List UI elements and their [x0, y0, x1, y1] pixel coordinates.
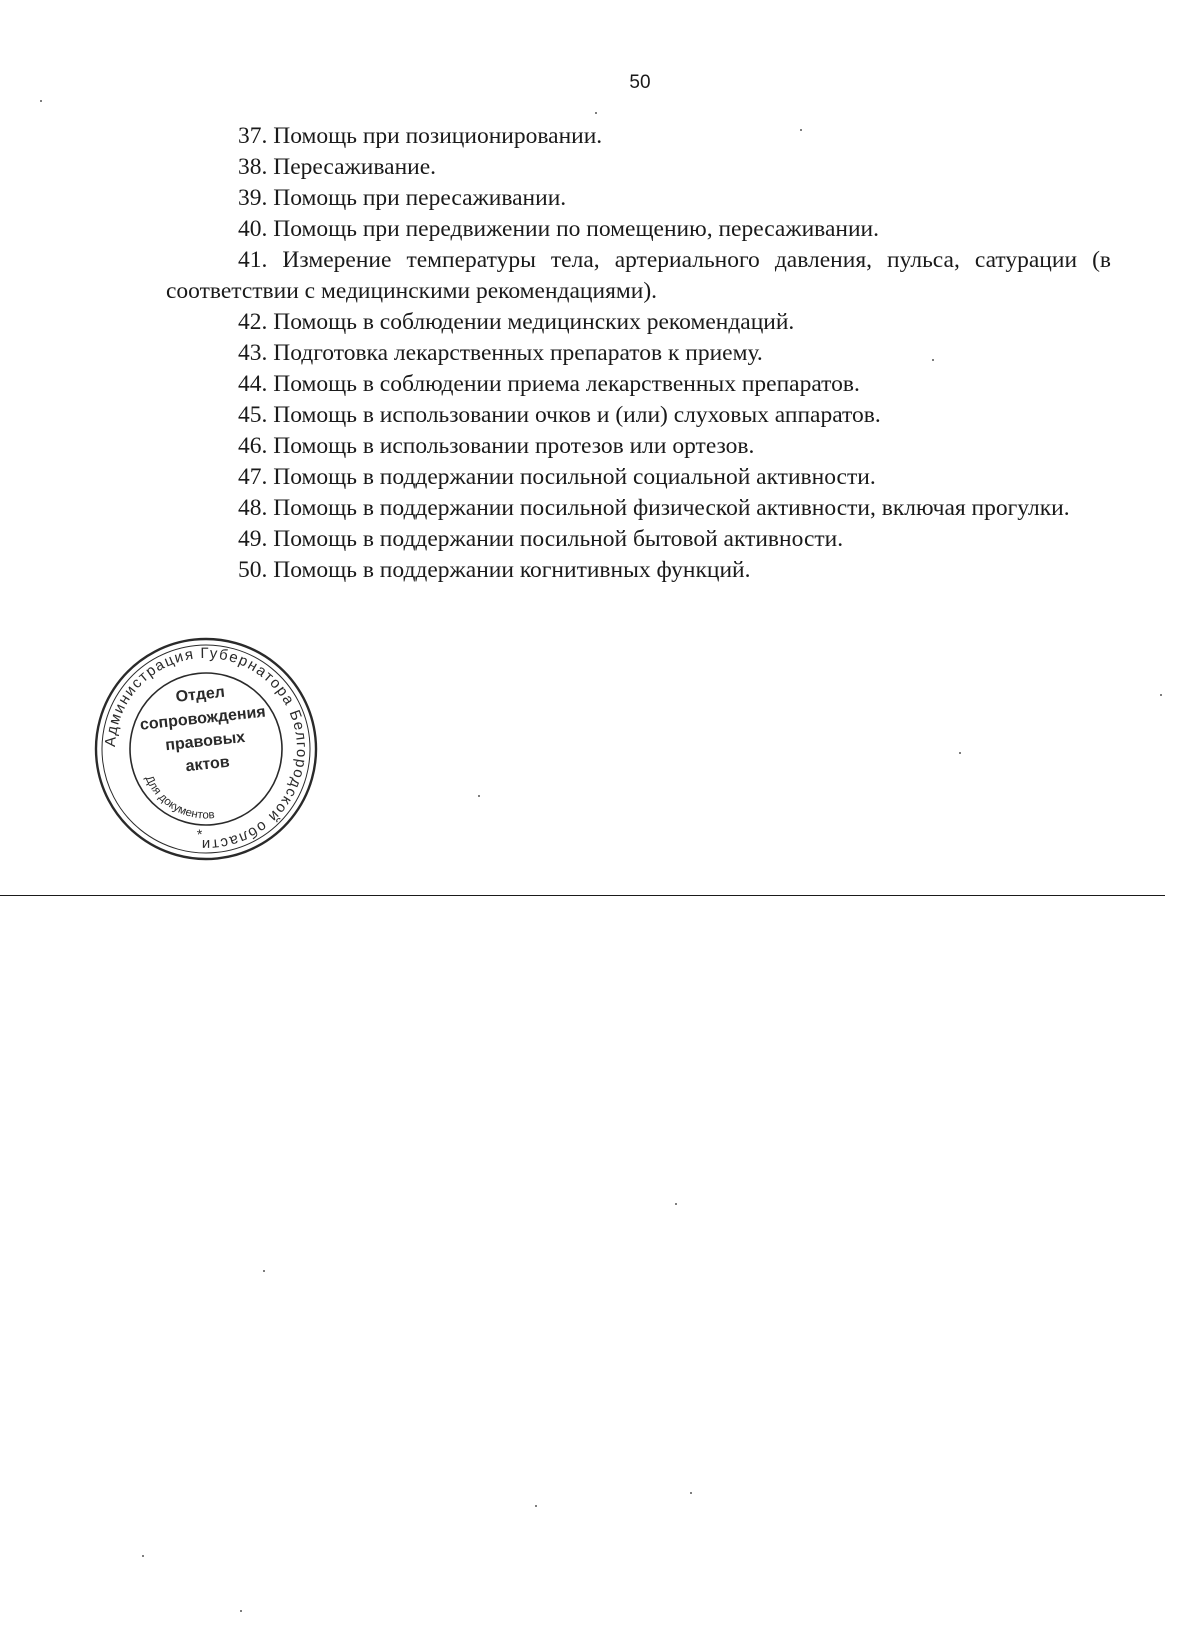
stamp-center-line: Отдел: [174, 683, 226, 706]
scan-speck: [800, 129, 802, 131]
list-item: 38. Пересаживание.: [238, 154, 437, 180]
scan-speck: [690, 1492, 692, 1494]
list-item: 47. Помощь в поддержании посильной социальной активности.: [238, 464, 876, 490]
scan-speck: [959, 752, 961, 754]
scan-speck: [535, 1505, 537, 1507]
list-item: 42. Помощь в соблюдении медицинских рекомендаций.: [238, 309, 795, 335]
list-item: 37. Помощь при позиционировании.: [238, 123, 603, 149]
scan-speck: [40, 100, 42, 102]
list-item: 49. Помощь в поддержании посильной бытовой активности.: [238, 526, 844, 552]
scan-speck: [1160, 694, 1162, 696]
list-item: 45. Помощь в использовании очков и (или) слуховых аппаратов.: [238, 402, 881, 428]
stamp-center-line: сопровождения: [139, 703, 267, 734]
list-item: 50. Помощь в поддержании когнитивных функций.: [238, 557, 751, 583]
list-item: 44. Помощь в соблюдении приема лекарственных препаратов.: [238, 371, 860, 397]
scan-speck: [675, 1203, 677, 1205]
official-stamp: [93, 636, 319, 862]
stamp-star: *: [196, 825, 204, 843]
scan-speck: [595, 112, 597, 114]
scan-speck: [478, 795, 480, 797]
list-item: 41. Измерение температуры тела, артериального давления, пульса, сатурации (в соответствии с медицинскими рекомендациями).: [166, 247, 1111, 304]
services-list: [166, 121, 1111, 586]
stamp-inner-arc-text: Для документов: [142, 773, 216, 822]
page-divider: [0, 895, 1165, 896]
list-item: 40. Помощь при передвижении по помещению, пересаживании.: [238, 216, 879, 242]
list-item: 43. Подготовка лекарственных препаратов к приему.: [238, 340, 763, 366]
stamp-outer-text: Администрация Губернатора Белгородской области: [101, 644, 311, 854]
list-item: 48. Помощь в поддержании посильной физической активности, включая прогулки.: [238, 495, 1070, 521]
stamp-center-line: правовых: [164, 728, 246, 755]
list-item: 46. Помощь в использовании протезов или ортезов.: [238, 433, 755, 459]
scan-speck: [932, 359, 934, 361]
scan-speck: [142, 1555, 144, 1557]
list-item: 39. Помощь при пересаживании.: [238, 185, 567, 211]
stamp-center-line: актов: [184, 753, 231, 776]
page-number: 50: [629, 72, 651, 93]
scan-speck: [240, 1610, 242, 1612]
scan-speck: [263, 1270, 265, 1272]
